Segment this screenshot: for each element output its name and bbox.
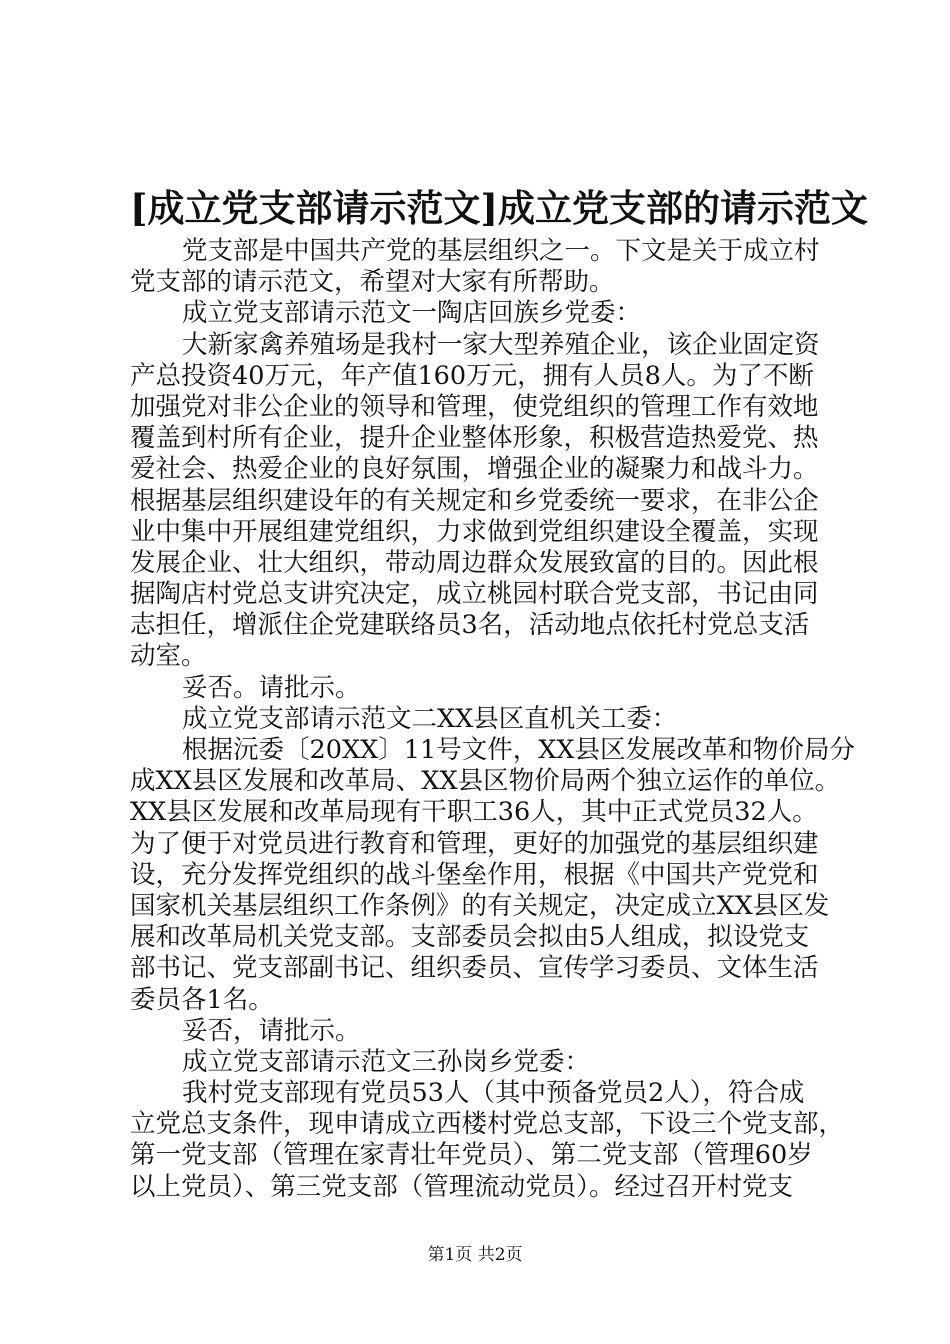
text-line: 发展企业、壮大组织，带动周边群众发展致富的目的。因此根	[130, 547, 819, 578]
text-line: 业中集中开展组建党组织，力求做到党组织建设全覆盖，实现	[130, 516, 819, 547]
text-line: 动室。	[130, 641, 207, 672]
text-line: 成立党支部请示范文三孙岗乡党委：	[182, 1046, 591, 1077]
text-line: 我村党支部现有党员53人（其中预备党员2人），符合成	[182, 1078, 805, 1109]
text-line: 第一党支部（管理在家青壮年党员）、第二党支部（管理60岁	[130, 1140, 813, 1171]
text-line: 根据沅委〔20XX〕11号文件，XX县区发展改革和物价局分	[182, 735, 856, 765]
page-footer: 第1页 共2页	[427, 1245, 523, 1265]
document-body	[130, 236, 856, 1203]
text-line: XX县区发展和改革局现有干职工36人，其中正式党员32人。	[130, 797, 818, 828]
text-line: 爱社会、热爱企业的良好氛围，增强企业的凝聚力和战斗力。	[130, 454, 819, 485]
text-line: 覆盖到村所有企业，提升企业整体形象，积极营造热爱党、热	[130, 423, 819, 454]
text-line: 成立党支部请示范文二XX县区直机关工委：	[182, 703, 678, 734]
text-line: 为了便于对党员进行教育和管理，更好的加强党的基层组织建	[130, 828, 819, 859]
text-line: 委员各1名。	[130, 984, 274, 1015]
text-line: 国家机关基层组织工作条例》的有关规定，决定成立XX县区发	[130, 890, 830, 921]
text-line: 部书记、党支部副书记、组织委员、宣传学习委员、文体生活	[130, 953, 819, 984]
text-line: 党支部是中国共产党的基层组织之一。下文是关于成立村	[182, 236, 820, 266]
text-line: 以上党员）、第三党支部（管理流动党员）。经过召开村党支	[130, 1171, 794, 1202]
text-line: 党支部的请示范文，希望对大家有所帮助。	[130, 267, 615, 298]
text-line: 立党总支条件，现申请成立西楼村党总支部，下设三个党支部，	[130, 1109, 845, 1140]
document-title: [成立党支部请示范文]成立党支部的请示范文	[130, 186, 869, 230]
text-line: 根据基层组织建设年的有关规定和乡党委统一要求，在非公企	[130, 485, 819, 516]
text-line: 展和改革局机关党支部。支部委员会拟由5人组成，拟设党支	[130, 922, 810, 953]
text-line: 成立党支部请示范文一陶店回族乡党委：	[182, 298, 642, 329]
text-line: 据陶店村党总支讲究决定，成立桃园村联合党支部，书记由同	[130, 579, 819, 610]
text-line: 志担任，增派住企党建联络员3名，活动地点依托村党总支活	[130, 610, 810, 641]
text-line: 成XX县区发展和改革局、XX县区物价局两个独立运作的单位。	[130, 766, 841, 797]
text-line: 大新家禽养殖场是我村一家大型养殖企业，该企业固定资	[182, 329, 820, 360]
text-line: 妥否。请批示。	[182, 672, 361, 703]
text-line: 设，充分发挥党组织的战斗堡垒作用，根据《中国共产党党和	[130, 859, 819, 890]
text-line: 产总投资40万元，年产值160万元，拥有人员8人。为了不断	[130, 360, 814, 391]
text-line: 妥否，请批示。	[182, 1015, 361, 1046]
text-line: 加强党对非公企业的领导和管理，使党组织的管理工作有效地	[130, 391, 819, 422]
